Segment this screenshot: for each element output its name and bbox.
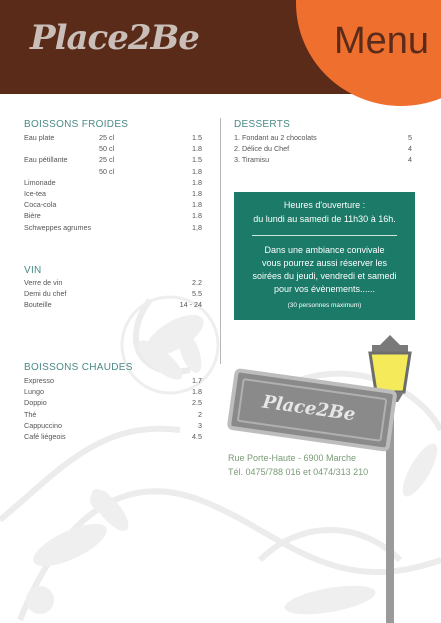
boissons-chaudes-row	[24, 375, 202, 386]
events-text	[234, 244, 415, 296]
section-title-vin: VIN	[24, 265, 42, 276]
info-separator	[252, 235, 397, 236]
boissons-chaudes-item-name: Café liégeois	[24, 432, 66, 441]
section-title-boissons-chaudes: BOISSONS CHAUDES	[24, 362, 133, 373]
boissons-froides-item-price: 1.8	[192, 189, 202, 198]
hours-text: du lundi au samedi de 11h30 à 16h.	[253, 214, 396, 224]
boissons-froides-item-price: 1.8	[192, 177, 202, 187]
boissons-froides-item-volume: 25 cl	[99, 133, 115, 142]
boissons-froides-item-name: Schweppes agrumes	[24, 222, 92, 232]
boissons-froides-row	[24, 166, 202, 177]
dessert-row	[234, 143, 412, 154]
boissons-froides-item-name: Eau plate	[24, 133, 55, 142]
boissons-chaudes-item-name: Lungo	[24, 387, 44, 397]
dessert-item-price: 4	[408, 144, 412, 154]
opening-hours-box	[234, 192, 415, 320]
vin-row	[24, 299, 202, 310]
boissons-froides-row	[24, 199, 202, 210]
boissons-chaudes-item-price: 1.7	[192, 376, 202, 385]
vin-item-price: 14 - 24	[179, 300, 202, 310]
dessert-item-name: 3. Tiramisu	[234, 155, 270, 165]
boissons-froides-row	[24, 132, 202, 143]
events-line-1: Dans une ambiance convivale	[264, 245, 385, 255]
boissons-froides-item-name: Eau pétillante	[24, 155, 68, 165]
boissons-froides-item-volume: 50 cl	[99, 166, 115, 176]
boissons-froides-item-price: 1.5	[192, 133, 202, 142]
sign-text: Place2Be	[260, 391, 357, 426]
boissons-froides-item-name: Coca-cola	[24, 200, 57, 210]
vin-row	[24, 277, 202, 288]
boissons-chaudes-item-name: Cappuccino	[24, 420, 62, 430]
boissons-froides-row	[24, 143, 202, 154]
boissons-froides-item-price: 1.8	[192, 211, 202, 221]
boissons-chaudes-row	[24, 409, 202, 420]
dessert-item-price: 5	[408, 133, 412, 142]
phone-numbers: Tél. 0475/788 016 et 0474/313 210	[228, 467, 369, 477]
boissons-froides-row	[24, 222, 202, 233]
dessert-item-name: 1. Fondant au 2 chocolats	[234, 133, 317, 142]
vin-item-price: 5.5	[192, 289, 202, 299]
dessert-item-price: 4	[408, 155, 412, 165]
boissons-chaudes-item-name: Doppio	[24, 398, 47, 408]
dessert-row	[234, 132, 412, 143]
boissons-froides-item-volume: 25 cl	[99, 155, 115, 165]
dessert-row	[234, 154, 412, 165]
boissons-froides-item-name: Ice-tea	[24, 189, 46, 198]
boissons-froides-item-volume: 50 cl	[99, 144, 115, 154]
section-title-desserts: DESSERTS	[234, 119, 291, 130]
column-divider	[220, 118, 221, 364]
boissons-froides-item-name: Limonade	[24, 177, 56, 187]
boissons-chaudes-item-price: 2.5	[192, 398, 202, 408]
boissons-chaudes-item-name: Thé	[24, 409, 37, 419]
capacity-note: (30 personnes maximum)	[287, 302, 362, 309]
boissons-froides-item-price: 1.8	[192, 200, 202, 210]
boissons-chaudes-item-name: Expresso	[24, 376, 54, 385]
boissons-chaudes-row	[24, 431, 202, 442]
dessert-item-name: 2. Délice du Chef	[234, 144, 290, 154]
events-line-4: pour vos évènements......	[273, 284, 376, 294]
boissons-froides-item-price: 1.8	[192, 144, 202, 154]
boissons-chaudes-item-price: 1.8	[192, 387, 202, 397]
events-line-3: soirées du jeudi, vendredi et samedi	[252, 271, 397, 281]
boissons-chaudes-row	[24, 397, 202, 408]
street-address: Rue Porte-Haute - 6900 Marche	[228, 453, 357, 463]
boissons-chaudes-item-price: 4.5	[192, 432, 202, 441]
vin-item-name: Demi du chef	[24, 289, 67, 299]
menu-title: Menu	[334, 20, 430, 62]
boissons-chaudes-item-price: 3	[198, 420, 202, 430]
boissons-froides-item-price: 1.5	[192, 155, 202, 165]
vin-row	[24, 288, 202, 299]
boissons-froides-item-price: 1.8	[192, 166, 202, 176]
section-title-boissons-froides: BOISSONS FROIDES	[24, 119, 129, 130]
boissons-froides-row	[24, 210, 202, 221]
address-block	[228, 451, 388, 479]
boissons-froides-item-price: 1,8	[192, 222, 202, 232]
boissons-chaudes-item-price: 2	[198, 409, 202, 419]
events-line-2: vous pourrez aussi réserver les	[261, 258, 388, 268]
boissons-froides-row	[24, 177, 202, 188]
vin-item-name: Bouteille	[24, 300, 52, 310]
boissons-froides-row	[24, 188, 202, 199]
vin-item-price: 2.2	[192, 278, 202, 287]
street-lamp-icon	[370, 335, 410, 623]
boissons-froides-item-name: Bière	[24, 211, 41, 221]
vin-item-name: Verre de vin	[24, 278, 63, 287]
boissons-chaudes-row	[24, 420, 202, 431]
boissons-froides-row	[24, 154, 202, 165]
logo: Place2Be	[30, 18, 199, 58]
boissons-chaudes-row	[24, 386, 202, 397]
hours-title: Heures d'ouverture :	[283, 200, 366, 210]
